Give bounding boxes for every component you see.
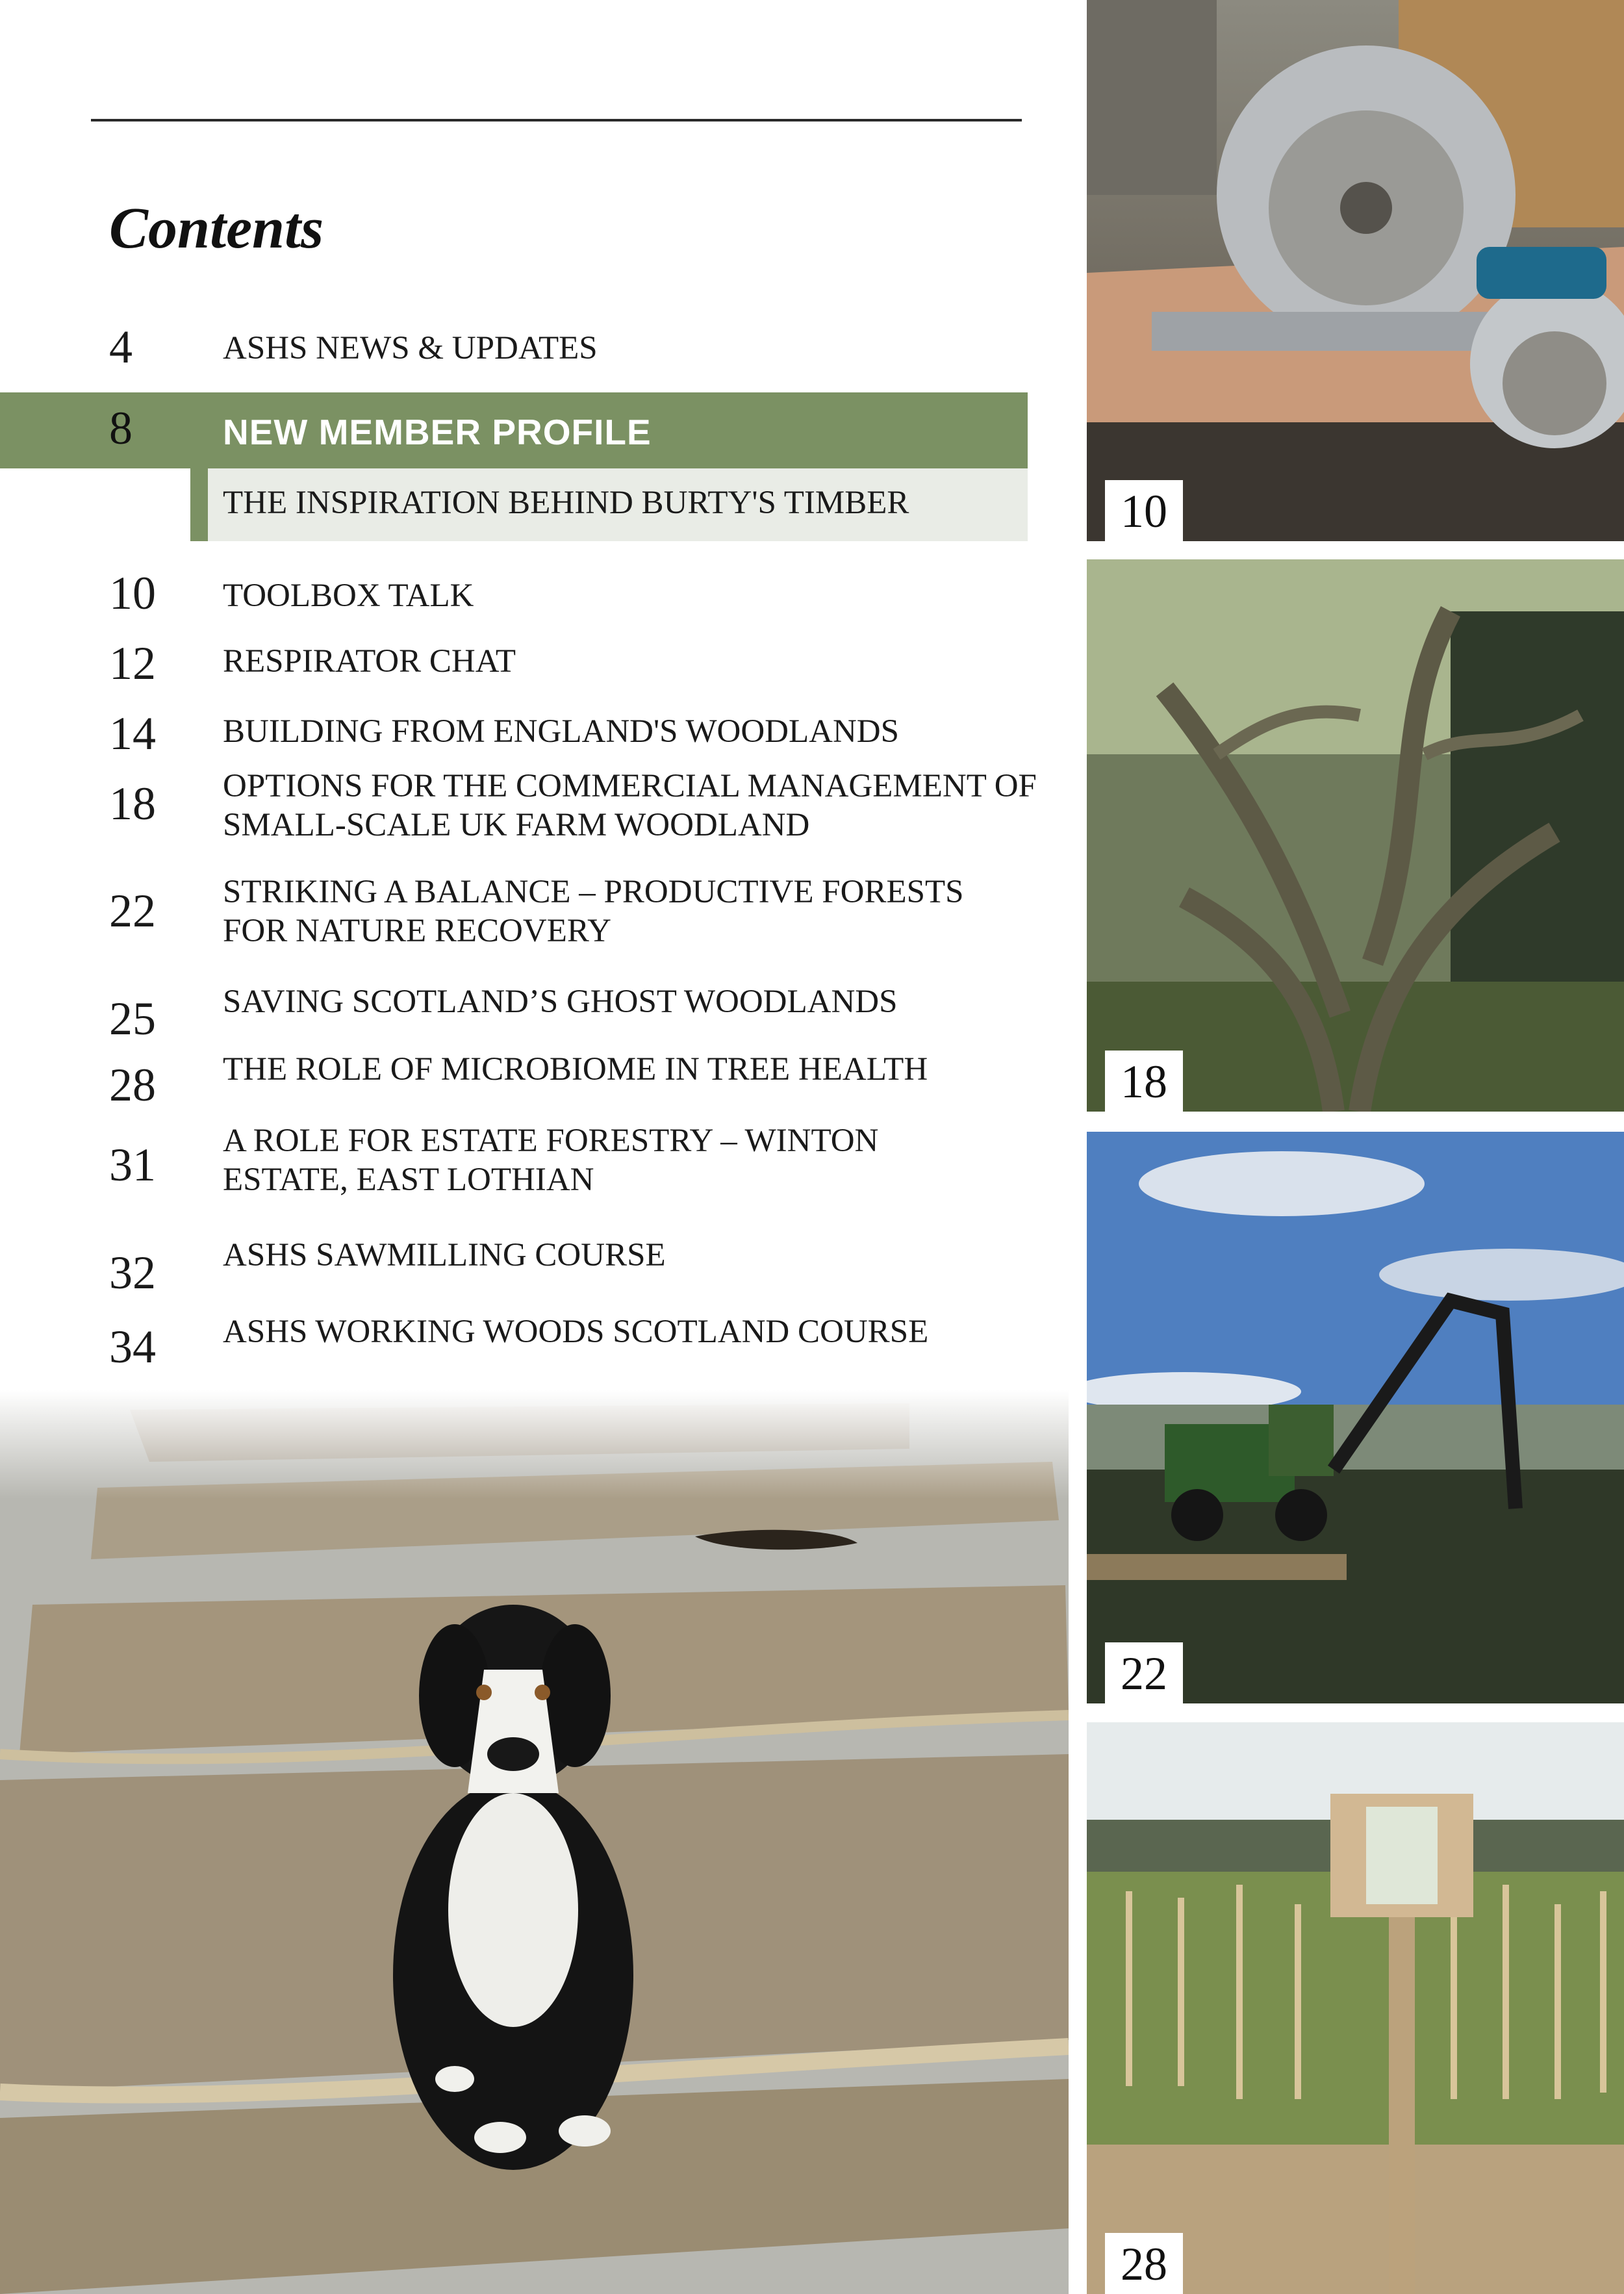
subtitle-accent-bar <box>190 468 208 541</box>
photo-page-number: 28 <box>1105 2233 1183 2294</box>
toc-page-number: 31 <box>109 1139 156 1191</box>
toc-entry-highlight-title[interactable]: NEW MEMBER PROFILE <box>223 412 652 452</box>
toc-page-number: 25 <box>109 993 156 1045</box>
top-rule <box>91 119 1022 121</box>
toc-entry-title[interactable]: SAVING SCOTLAND’S GHOST WOODLANDS <box>223 984 898 1020</box>
toc-entry-title[interactable]: ASHS NEWS & UPDATES <box>223 330 598 366</box>
photo-page-number: 18 <box>1105 1051 1183 1112</box>
toc-entry-title[interactable]: OPTIONS FOR THE COMMERCIAL MANAGEMENT OF SMALL-SCALE UK FARM WOODLAND <box>223 768 1037 843</box>
toc-entry-title[interactable]: A ROLE FOR ESTATE FORESTRY – WINTON ESTATE, EAST LOTHIAN <box>223 1123 879 1198</box>
toc-page-number: 14 <box>109 707 156 759</box>
toc-entry-title[interactable]: BUILDING FROM ENGLAND'S WOODLANDS <box>223 713 899 750</box>
circular-saw-photo[interactable] <box>1087 0 1624 541</box>
toc-page-number: 34 <box>109 1321 156 1373</box>
toc-entry-title[interactable]: TOOLBOX TALK <box>223 578 474 614</box>
dog-on-timber-photo <box>0 1390 1069 2294</box>
toc-entry-title[interactable]: STRIKING A BALANCE – PRODUCTIVE FORESTS FOR NATURE RECOVERY <box>223 874 964 949</box>
toc-entry-title[interactable]: ASHS WORKING WOODS SCOTLAND COURSE <box>223 1314 929 1350</box>
page-title: Contents <box>109 196 324 261</box>
toc-page-number: 32 <box>109 1247 156 1299</box>
toc-page-number: 22 <box>109 885 156 937</box>
twisted-oak-photo[interactable] <box>1087 559 1624 1112</box>
toc-entry-title[interactable]: THE ROLE OF MICROBIOME IN TREE HEALTH <box>223 1051 928 1088</box>
toc-entry-subtitle[interactable]: THE INSPIRATION BEHIND BURTY'S TIMBER <box>223 485 909 521</box>
toc-page-number: 10 <box>109 567 156 619</box>
tree-saplings-sign-photo[interactable] <box>1087 1722 1624 2294</box>
photo-page-number: 22 <box>1105 1642 1183 1703</box>
toc-page-number-highlight: 8 <box>109 402 133 454</box>
toc-page-number: 28 <box>109 1059 156 1111</box>
forestry-harvester-photo[interactable] <box>1087 1132 1624 1703</box>
toc-page-number: 12 <box>109 637 156 689</box>
toc-entry-title[interactable]: ASHS SAWMILLING COURSE <box>223 1237 666 1273</box>
photo-page-number: 10 <box>1105 480 1183 541</box>
toc-page-number: 18 <box>109 778 156 830</box>
toc-page-number: 4 <box>109 321 133 373</box>
toc-entry-title[interactable]: RESPIRATOR CHAT <box>223 643 516 680</box>
